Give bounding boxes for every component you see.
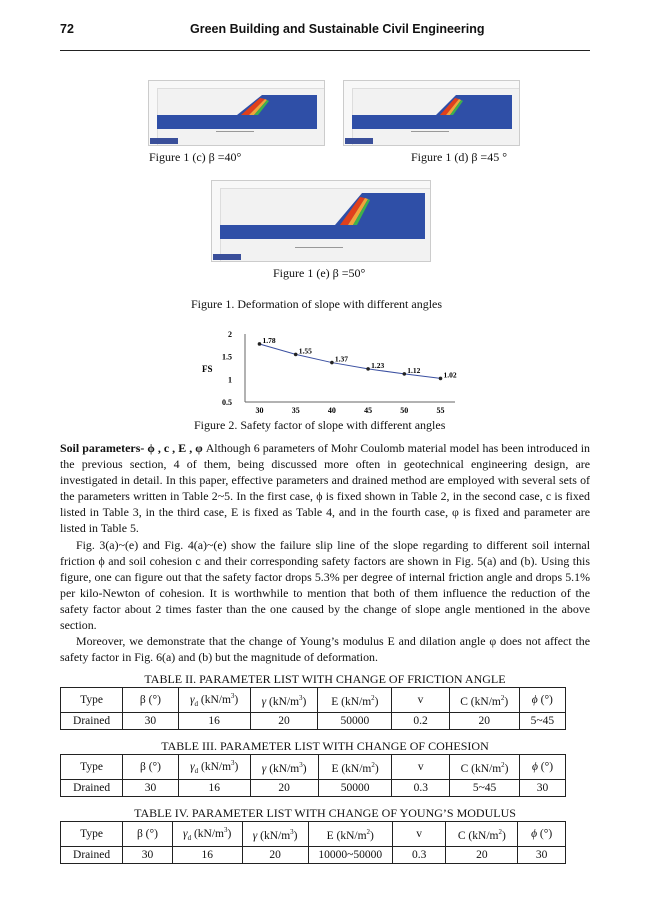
y-tick-label: 1 bbox=[228, 375, 232, 385]
data-label: 1.12 bbox=[407, 365, 421, 375]
x-tick-label: 45 bbox=[364, 406, 373, 415]
plaxis-screenshot-1c bbox=[148, 80, 325, 146]
figure-1d-caption: Figure 1 (d) β =45 ° bbox=[411, 150, 507, 164]
data-label: 1.37 bbox=[334, 354, 349, 364]
header-gamma-d: $\gamma_d$ $(kN/m^3)$ bbox=[172, 822, 242, 847]
header-v: v bbox=[392, 688, 450, 713]
header-phi: ϕ (°) bbox=[518, 822, 566, 847]
table-3-caption: TABLE III. PARAMETER LIST WITH CHANGE OF COHESION bbox=[161, 739, 489, 753]
table-header-row bbox=[61, 822, 566, 847]
table-2 bbox=[60, 687, 566, 730]
table-header-row bbox=[61, 688, 566, 713]
paragraph-1 bbox=[60, 440, 590, 537]
header-gamma: γ $(kN/m^3)$ bbox=[250, 688, 318, 713]
figure-1e-caption: Figure 1 (e) β =50° bbox=[273, 266, 366, 280]
header-phi: ϕ (°) bbox=[519, 688, 565, 713]
header-v: v bbox=[392, 755, 450, 780]
table-2-caption: TABLE II. PARAMETER LIST WITH CHANGE OF FRICTION ANGLE bbox=[144, 672, 506, 686]
header-E: E $(kN/m^2)$ bbox=[318, 755, 392, 780]
x-tick-label: 35 bbox=[291, 406, 300, 415]
x-tick-label: 30 bbox=[255, 406, 264, 415]
data-label: 1.23 bbox=[371, 360, 385, 370]
header-gamma: γ $(kN/m^3)$ bbox=[250, 755, 318, 780]
header-rule bbox=[60, 50, 590, 51]
header-type: Type bbox=[61, 755, 123, 780]
data-label: 1.78 bbox=[262, 335, 276, 345]
x-tick-label: 55 bbox=[436, 406, 445, 415]
data-point bbox=[330, 361, 334, 365]
paragraph-1-text: Although 6 parameters of Mohr Coulomb material model has been introduced in the previous section, 4 of them, being discussed more often in geotechnical engineering design, are investigated in detail. In this paper, effective parameters and drained method are employed with several sets of the parameters written in Table 2~5. In the first case, ϕ is fixed shown in Table 2, in the second case, c is fixed listed in Table 3, in the third case, E is fixed as Table 4, and in the fourth case, φ is fixed and parameter are listed in Table 5. bbox=[60, 441, 591, 536]
header-gamma: γ $(kN/m^3)$ bbox=[242, 822, 308, 847]
table-row: Drained 30 16 20 50000 0.2 20 5~45 bbox=[61, 713, 566, 730]
table-row: Drained 30 16 20 50000 0.3 5~45 30 bbox=[61, 780, 566, 797]
table-3 bbox=[60, 754, 566, 797]
paragraph-1-lead: Soil parameters- ϕ , c , E , φ bbox=[60, 441, 203, 455]
safety-factor-chart bbox=[200, 328, 460, 416]
figure-2-caption: Figure 2. Safety factor of slope with different angles bbox=[194, 418, 446, 432]
header-v: v bbox=[392, 822, 446, 847]
plaxis-screenshot-1d bbox=[343, 80, 520, 146]
book-title: Green Building and Sustainable Civil Engineering bbox=[190, 22, 485, 36]
data-point bbox=[366, 367, 370, 371]
header-C: C $(kN/m^2)$ bbox=[449, 688, 519, 713]
header-type: Type bbox=[61, 688, 123, 713]
figure-1c-caption: Figure 1 (c) β =40° bbox=[149, 150, 242, 164]
header-type: Type bbox=[61, 822, 123, 847]
plaxis-screenshot-1e bbox=[211, 180, 431, 262]
y-tick-label: 2 bbox=[228, 330, 232, 339]
x-tick-label: 40 bbox=[327, 406, 336, 415]
page-number: 72 bbox=[60, 22, 74, 36]
data-point bbox=[439, 377, 443, 381]
x-tick-label: 50 bbox=[400, 406, 409, 415]
header-gamma-d: $\gamma_d$ $(kN/m^3)$ bbox=[178, 688, 250, 713]
header-E: E $(kN/m^2)$ bbox=[308, 822, 392, 847]
y-tick-label: 0.5 bbox=[222, 398, 232, 407]
figure-1-caption: Figure 1. Deformation of slope with different angles bbox=[191, 297, 443, 311]
header-beta: β (°) bbox=[123, 755, 179, 780]
data-point bbox=[294, 353, 298, 357]
y-tick-label: 1.5 bbox=[222, 352, 232, 362]
table-4-caption: TABLE IV. PARAMETER LIST WITH CHANGE OF YOUNG’S MODULUS bbox=[134, 806, 516, 820]
data-point bbox=[403, 372, 407, 376]
running-header bbox=[60, 22, 590, 44]
header-beta: β (°) bbox=[123, 688, 179, 713]
header-gamma-d: $\gamma_d$ $(kN/m^3)$ bbox=[178, 755, 250, 780]
data-label: 1.02 bbox=[443, 370, 457, 380]
paragraph-2: Fig. 3(a)~(e) and Fig. 4(a)~(e) show the failure slip line of the slope regarding to different soil internal friction ϕ and soil cohesion c and their corresponding safety factors are shown in Fig. 5(a) and (b). Using this figure, one can figure out that the safety factor drops 5.3% per degree of internal friction angle and drops 5.1% per kilo-Newton of cohesion. It is worthwhile to mention that both of them influence the reduction of the safety factor about 2 times faster than the one caused by the change of slope angle mentioned in the above section. bbox=[60, 537, 590, 633]
header-C: C $(kN/m^2)$ bbox=[450, 755, 520, 780]
data-label: 1.55 bbox=[298, 346, 312, 356]
body-text bbox=[60, 440, 590, 665]
header-E: E $(kN/m^2)$ bbox=[318, 688, 392, 713]
table-4 bbox=[60, 821, 566, 864]
data-point bbox=[258, 342, 262, 346]
header-beta: β (°) bbox=[123, 822, 173, 847]
header-phi: ϕ (°) bbox=[520, 755, 566, 780]
table-row: Drained 30 16 20 10000~50000 0.3 20 30 bbox=[61, 847, 566, 864]
header-C: C $(kN/m^2)$ bbox=[446, 822, 518, 847]
paragraph-3: Moreover, we demonstrate that the change of Young’s modulus E and dilation angle φ does not affect the safety factor in Fig. 6(a) and (b) but the magnitude of deformation. bbox=[60, 634, 590, 665]
y-axis-label: FS bbox=[202, 364, 213, 374]
table-header-row bbox=[61, 755, 566, 780]
